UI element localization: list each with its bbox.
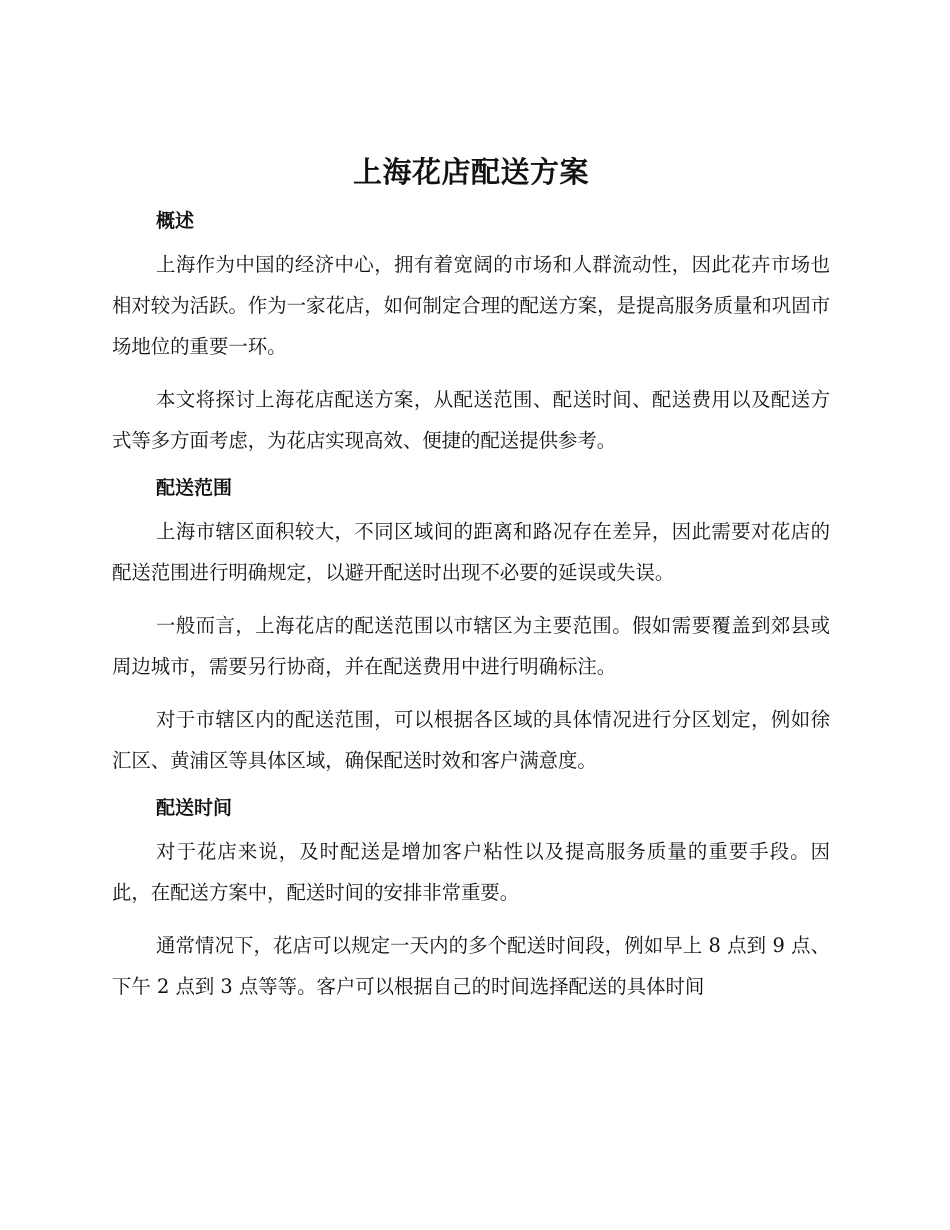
- paragraph: 对于花店来说，及时配送是增加客户粘性以及提高服务质量的重要手段。因此，在配送方案中，配送时间的安排非常重要。: [112, 840, 830, 904]
- paragraph: 上海市辖区面积较大，不同区域间的距离和路况存在差异，因此需要对花店的配送范围进行明确规定，以避开配送时出现不必要的延误或失误。: [112, 520, 830, 584]
- paragraph: 对于市辖区内的配送范围，可以根据各区域的具体情况进行分区划定，例如徐汇区、黄浦区等具体区域，确保配送时效和客户满意度。: [112, 708, 830, 772]
- paragraph: 通常情况下，花店可以规定一天内的多个配送时间段，例如早上 8 点到 9 点、下午 2 点到 3 点等等。客户可以根据自己的时间选择配送的具体时间: [112, 934, 830, 998]
- section-heading: 概述: [156, 210, 195, 232]
- paragraph: 上海作为中国的经济中心，拥有着宽阔的市场和人群流动性，因此花卉市场也相对较为活跃。作为一家花店，如何制定合理的配送方案，是提高服务质量和巩固市场地位的重要一环。: [112, 253, 830, 358]
- page-title: 上海花店配送方案: [352, 155, 589, 189]
- section-heading: 配送时间: [156, 797, 233, 819]
- section-delivery-time: [112, 793, 830, 1007]
- section-delivery-range: [112, 473, 830, 781]
- section-heading: 配送范围: [156, 477, 233, 499]
- section-overview: [112, 206, 830, 461]
- document-body: [112, 148, 830, 1019]
- paragraph: 本文将探讨上海花店配送方案，从配送范围、配送时间、配送费用以及配送方式等多方面考虑，为花店实现高效、便捷的配送提供参考。: [112, 388, 830, 452]
- paragraph: 一般而言，上海花店的配送范围以市辖区为主要范围。假如需要覆盖到郊县或周边城市，需要另行协商，并在配送费用中进行明确标注。: [112, 614, 830, 678]
